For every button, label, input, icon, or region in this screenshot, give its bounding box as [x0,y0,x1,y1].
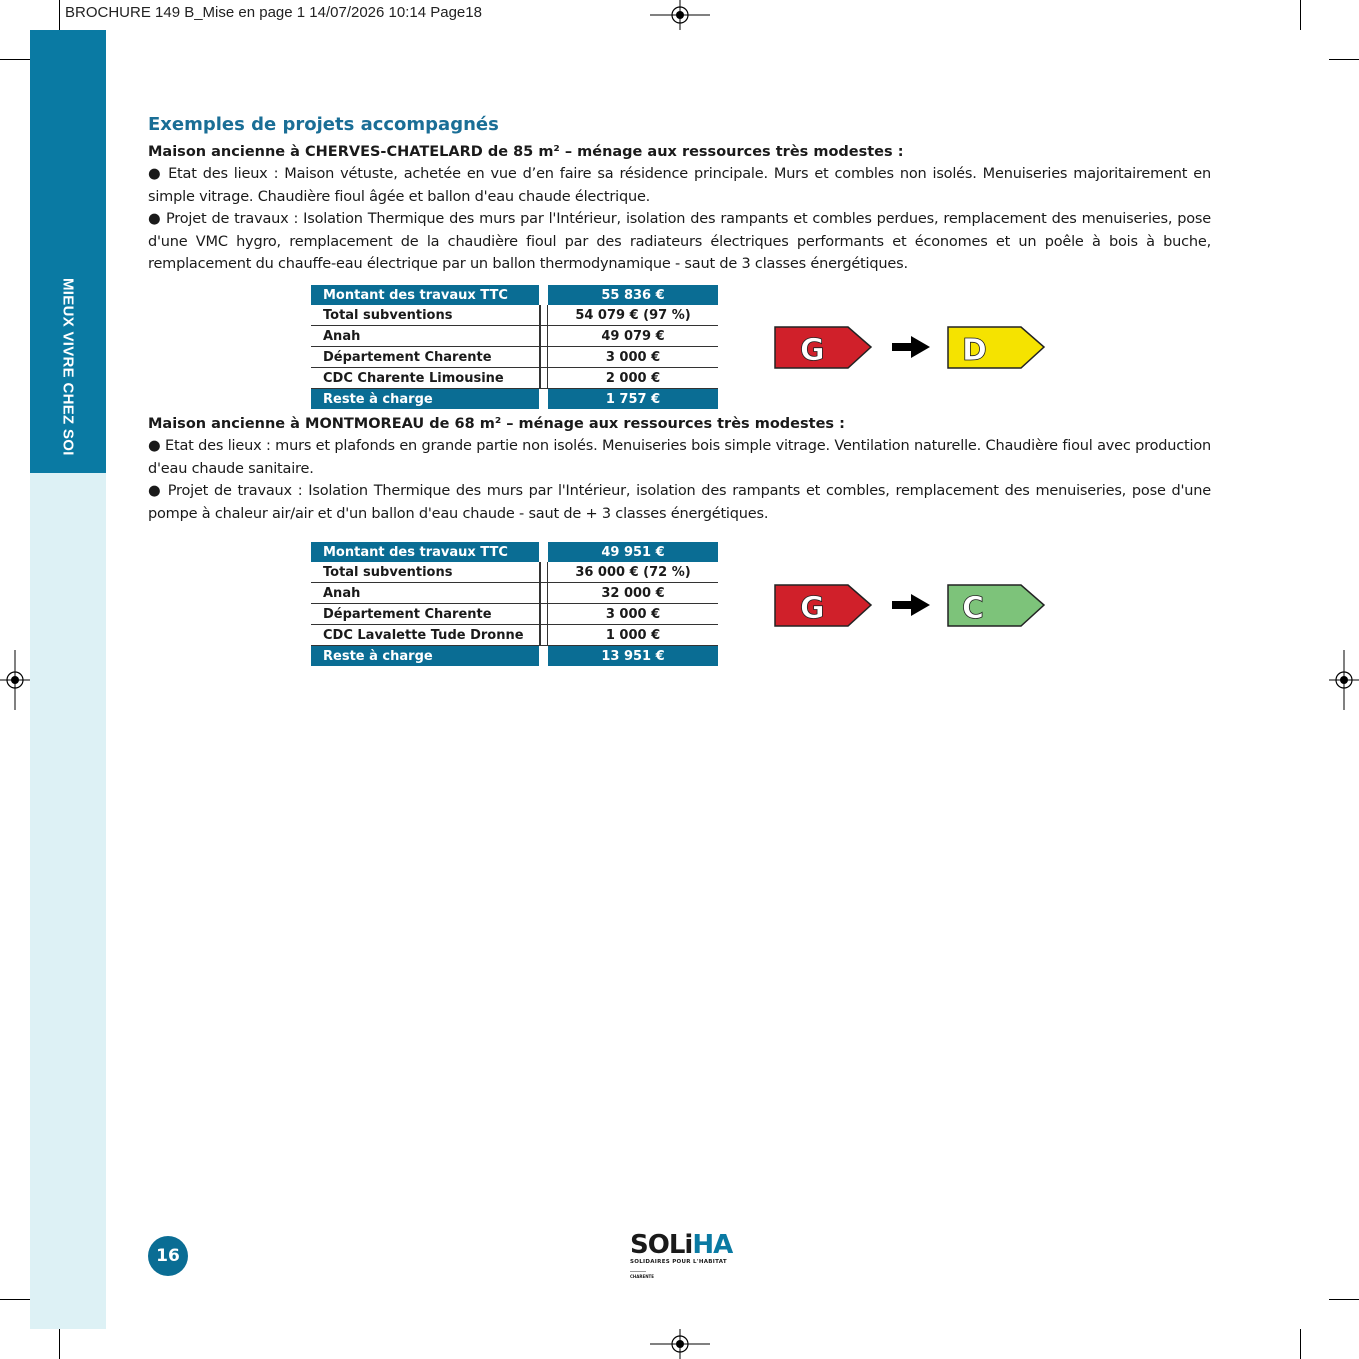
table-row: CDC Charente Limousine 2 000 € [311,368,718,389]
project2-energy-transition [774,584,1048,628]
registration-mark-left-icon [0,650,30,710]
table-row: Département Charente 3 000 € [311,347,718,368]
table-row: Reste à charge 1 757 € [311,389,718,409]
page-number: 16 [148,1236,188,1276]
registration-mark-right-icon [1329,650,1359,710]
energy-class-to-letter: C [962,591,985,626]
arrow-right-icon [892,336,930,358]
table-row: Montant des travaux TTC 55 836 € [311,285,718,305]
main-content [148,114,1211,276]
soliha-logo: SOLiHA SOLIDAIRES POUR L'HABITAT CHARENTE [630,1230,733,1279]
arrow-right-icon [892,594,930,616]
energy-class-from-letter: G [800,333,825,368]
table-row: Anah 49 079 € [311,326,718,347]
sidebar-label: MIEUX VIVRE CHEZ SOI [59,278,77,456]
table-row: Total subventions 36 000 € (72 %) [311,562,718,583]
project2-cost-table [311,542,718,666]
registration-mark-bottom-icon [650,1329,710,1359]
table-row: Reste à charge 13 951 € [311,646,718,666]
table-row: Anah 32 000 € [311,583,718,604]
registration-mark-top-icon [650,0,710,30]
project2-title: Maison ancienne à MONTMOREAU de 68 m² – ménage aux ressources très modestes : [148,416,845,432]
table-row: Montant des travaux TTC 49 951 € [311,542,718,562]
section-heading: Exemples de projets accompagnés [148,114,499,135]
table-row: Département Charente 3 000 € [311,604,718,625]
project1-cost-table [311,285,718,409]
project1-etat: ● Etat des lieux : Maison vétuste, achetée en vue d’en faire sa résidence principale. Murs et combles non isolés. Menuiseries majoritairement en simple vitrage. Chaudière fioul âgée et ballon d'eau chaude électrique. [148,166,1211,205]
table-row: Total subventions 54 079 € (97 %) [311,305,718,326]
energy-class-from-letter: G [800,591,825,626]
table-row: CDC Lavalette Tude Dronne 1 000 € [311,625,718,646]
print-slug: BROCHURE 149 B_Mise en page 1 14/07/2026 10:14 Page18 [65,4,482,21]
project1-energy-transition [774,326,1048,370]
energy-class-to-letter: D [962,333,987,368]
project1-title: Maison ancienne à CHERVES-CHATELARD de 85 m² – ménage aux ressources très modestes : [148,144,904,160]
project1-projet: ● Projet de travaux : Isolation Thermique des murs par l'Intérieur, isolation des rampants et combles perdues, remplacement des menuiseries, pose d'une VMC hygro, remplacement de la chaudière fioul par des radiateurs électriques performants et économes et un poêle à bois à buche, remplacement du chauffe-eau électrique par un ballon thermodynamique - saut de 3 classes énergétiques. [148,211,1211,272]
project2-content [148,413,1211,525]
project2-etat: ● Etat des lieux : murs et plafonds en grande partie non isolés. Menuiseries bois simple vitrage. Ventilation naturelle. Chaudière fioul avec production d'eau chaude sanitaire. [148,438,1211,477]
sidebar-band-light [30,473,106,1329]
project2-projet: ● Projet de travaux : Isolation Thermique des murs par l'Intérieur, isolation des rampants et combles, remplacement des menuiseries, pose d'une pompe à chaleur air/air et d'un ballon d'eau chaude - saut de + 3 classes énergétiques. [148,483,1211,522]
